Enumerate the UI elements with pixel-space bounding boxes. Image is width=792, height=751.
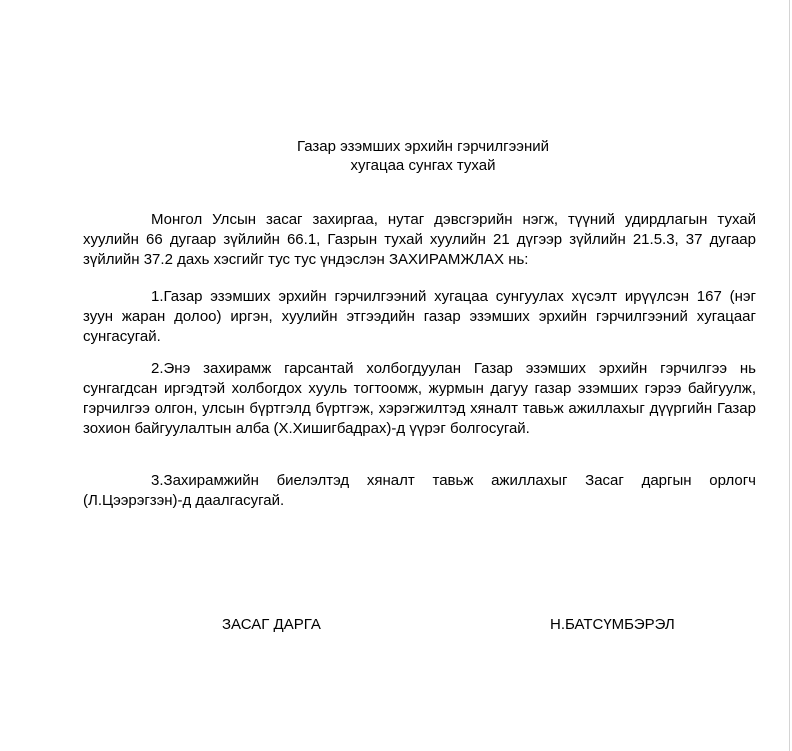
clause-2-paragraph: 2.Энэ захирамж гарсантай холбогдуулан Газар эзэмших эрхийн гэрчилгээ нь сунгагдсан иргэдтэй холбогдох хууль тогтоомж, журмын дагуу газар эзэмших гэрээ байгуулж, гэрчилгээ олгон, улсын бүртгэлд бүртгэж, хэрэгжилтэд хяналт тавьж ажиллахыг дүүргийн Газар зохион байгуулалтын алба (Х.Хишигбадрах)-д үүрэг болгосугай. bbox=[83, 360, 756, 437]
preamble-paragraph: Монгол Улсын засаг захиргаа, нутаг дэвсгэрийн нэгж, түүний удирдлагын тухай хуулийн 66 дугаар зүйлийн 66.1, Газрын тухай хуулийн 21 дүгээр зүйлийн 21.5.3, 37 дугаар зүйлийн 37.2 дахь хэсгийг тус тус үндэслэн ЗАХИРАМЖЛАХ нь: bbox=[83, 211, 756, 268]
title-line-1: Газар эзэмших эрхийн гэрчилгээний bbox=[296, 138, 550, 155]
document-title bbox=[0, 138, 792, 175]
clause-3-paragraph: 3.Захирамжийн биелэлтэд хяналт тавьж ажиллахыг Засаг даргын орлогч (Л.Цээрэгзэн)-д даалгасугай. bbox=[83, 472, 756, 509]
clause-1-paragraph: 1.Газар эзэмших эрхийн гэрчилгээний хугацаа сунгуулах хүсэлт ирүүлсэн 167 (нэг зуун жаран долоо) иргэн, хуулийн этгээдийн газар эзэмших эрхийн гэрчилгээний хугацааг сунгасугай. bbox=[83, 288, 756, 345]
signatory-title: ЗАСАГ ДАРГА bbox=[222, 616, 321, 633]
title-line-2: хугацаа сунгах тухай bbox=[350, 156, 496, 174]
signatory-name: Н.БАТСҮМБЭРЭЛ bbox=[550, 616, 675, 633]
page-edge-divider bbox=[789, 0, 790, 751]
